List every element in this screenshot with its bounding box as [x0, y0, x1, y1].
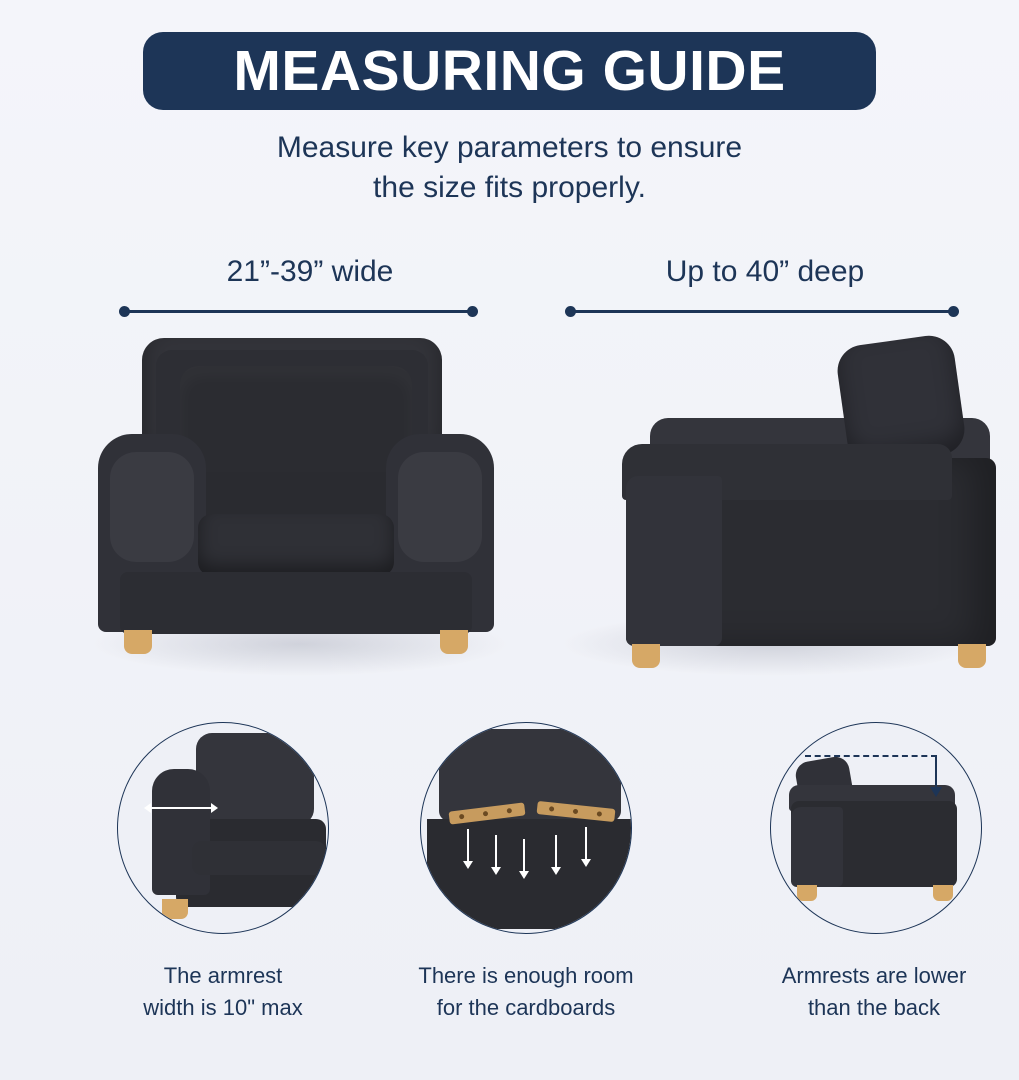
page-subtitle [0, 128, 1019, 208]
front-panel [626, 476, 722, 646]
title-banner [143, 32, 876, 110]
armrest-width-icon [117, 722, 329, 934]
seat-cushion [192, 841, 326, 875]
slat-dot [459, 814, 465, 820]
dimension-label-width: 21”-39” wide [226, 255, 394, 288]
slat-dot [507, 808, 513, 814]
caption-line-2: for the cardboards [436, 994, 616, 1020]
caption-line-1: There is enough room [418, 963, 634, 988]
tip-card-armrest-width [117, 722, 329, 934]
tip-caption-armrest-width [78, 960, 368, 1024]
leg [162, 899, 188, 919]
subtitle-line-1: Measure key parameters to ensure [276, 131, 743, 164]
armrest-height-icon [770, 722, 982, 934]
measure-arrow-icon [150, 807, 212, 809]
sofa-front-view [82, 332, 510, 700]
slat-dot [573, 809, 578, 814]
caption-line-1: The armrest [163, 963, 283, 988]
down-arrow-icon [555, 835, 557, 869]
caption-line-2: than the back [807, 994, 941, 1020]
leg-right [440, 630, 468, 654]
leg-back [958, 644, 986, 668]
caption-line-2: width is 10" max [143, 994, 303, 1020]
tip-caption-armrest-height [724, 960, 1019, 1024]
back-cushion [180, 366, 412, 478]
slat-dot [483, 811, 489, 817]
slat-dot [549, 806, 554, 811]
armrest [152, 769, 210, 895]
down-arrow-icon [585, 827, 587, 861]
tip-card-cardboard-room [420, 722, 632, 934]
cardboard-room-icon [420, 722, 632, 934]
caption-line-1: Armrests are lower [781, 963, 967, 988]
sofa-base [120, 572, 472, 634]
page-title: MEASURING GUIDE [233, 38, 786, 103]
seat-cushion [198, 514, 394, 576]
leg-back [933, 885, 953, 901]
down-arrow-icon [495, 835, 497, 869]
armrest [791, 807, 843, 887]
dimension-rule-width [121, 310, 476, 313]
sofa-side-view [530, 332, 1000, 700]
tip-card-armrest-height [770, 722, 982, 934]
down-arrow-icon [467, 829, 469, 863]
leg-left [124, 630, 152, 654]
down-arrow-icon [935, 755, 937, 789]
tip-caption-cardboard-room [378, 960, 674, 1024]
slat-dot [597, 811, 602, 816]
leg-front [632, 644, 660, 668]
subtitle-line-2: the size fits properly. [373, 170, 646, 204]
leg-front [797, 885, 817, 901]
dimension-label-depth: Up to 40” deep [665, 255, 865, 288]
seat-deck [427, 819, 632, 929]
height-guide-line [805, 755, 937, 757]
down-arrow-icon [523, 839, 525, 873]
dimension-rule-depth [567, 310, 957, 313]
